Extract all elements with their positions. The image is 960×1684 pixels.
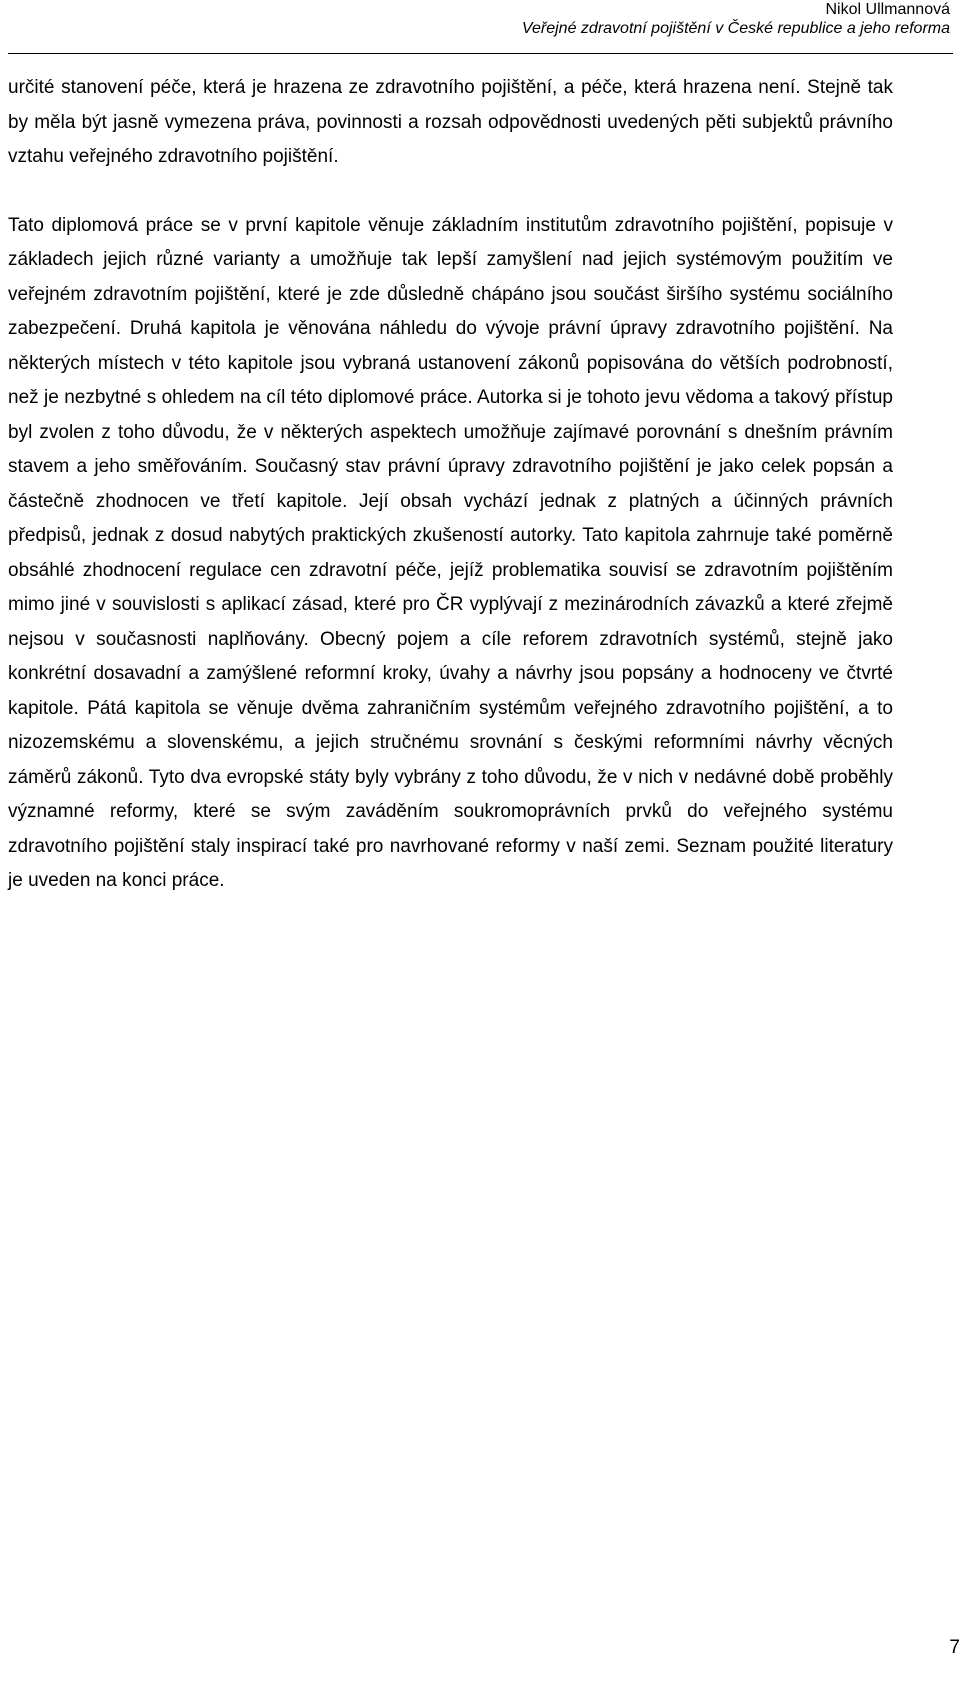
header-author: Nikol Ullmannová	[825, 1, 950, 18]
body-paragraph-2: Tato diplomová práce se v první kapitole věnuje základním institutům zdravotního pojištění, popisuje v základech jejich různé varianty a umožňuje tak lepší zamyšlení nad jejich systémovým použitím ve veřejném zdravotním pojištění, které je zde důsledně chápáno jsou součást širšího systému sociálního zabezpečení. Druhá kapitola je věnována náhledu do vývoje právní úpravy zdravotního pojištění. Na některých místech v této kapitole jsou vybraná ustanovení zákonů popisována do větších podrobností, než je nezbytné s ohledem na cíl této diplomové práce. Autorka si je tohoto jevu vědoma a takový přístup byl zvolen z toho důvodu, že v některých aspektech umožňuje zajímavé porovnání s dnešním právním stavem a jeho směřováním. Současný stav právní úpravy zdravotního pojištění je jako celek popsán a částečně zhodnocen ve třetí kapitole. Její obsah vychází jednak z platných a účinných právních předpisů, jednak z dosud nabytých praktických zkušeností autorky. Tato kapitola zahrnuje také poměrně obsáhlé zhodnocení regulace cen zdravotní péče, jejíž problematika souvisí se zdravotním pojištěním mimo jiné v souvislosti s aplikací zásad, které pro ČR vyplývají z mezinárodních závazků a které zřejmě nejsou v současnosti naplňovány. Obecný pojem a cíle reforem zdravotních systémů, stejně jako konkrétní dosavadní a zamýšlené reformní kroky, úvahy a návrhy jsou popsány a hodnoceny ve čtvrté kapitole. Pátá kapitola se věnuje dvěma zahraničním systémům veřejného zdravotního pojištění, a to nizozemskému a slovenskému, a jejich stručnému srovnání s českými reformními návrhy věcných záměrů zákonů. Tyto dva evropské státy byly vybrány z toho důvodu, že v nich v nedávné době proběhly významné reformy, které se svým zaváděním soukromoprávních prvků do veřejného systému zdravotního pojištění staly inspirací také pro navrhované reformy v naší zemi. Seznam použité literatury je uveden na konci práce.	[8, 214, 893, 891]
page-body	[8, 71, 893, 899]
page-number: 7	[949, 1637, 960, 1658]
page-header	[8, 0, 953, 54]
body-paragraph-1: určité stanovení péče, která je hrazena ze zdravotního pojištění, a péče, která hrazena není. Stejně tak by měla být jasně vymezena práva, povinnosti a rozsah odpovědnosti uvedených pěti subjektů právního vztahu veřejného zdravotního pojištění.	[8, 77, 893, 167]
header-title: Veřejné zdravotní pojištění v České republice a jeho reforma	[521, 20, 950, 37]
